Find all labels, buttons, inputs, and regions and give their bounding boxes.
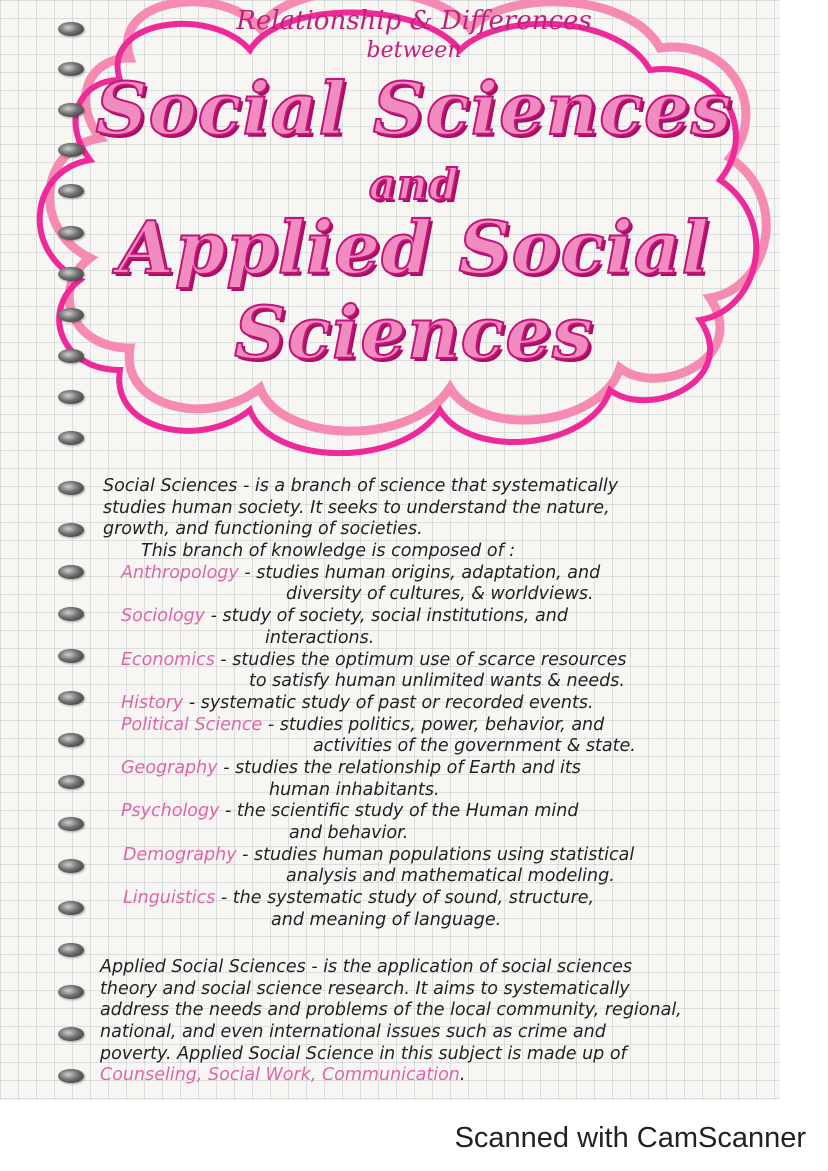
branch-sociology-cont: interactions. (265, 627, 375, 648)
term-desc: - studies the relationship of Earth and its (217, 757, 581, 778)
branch-geography-cont: human inhabitants. (269, 779, 440, 800)
term-label: Demography (123, 844, 237, 865)
text-line: growth, and functioning of societies. (103, 519, 423, 540)
title-applied-social: Applied Social (118, 205, 710, 290)
branch-geography (103, 758, 636, 780)
text-line: address the needs and problems of the local community, regional, (100, 1000, 682, 1021)
branch-sociology (103, 606, 636, 628)
branch-political-science (103, 715, 636, 737)
branch-demography (103, 845, 636, 867)
title-and: and (368, 160, 460, 209)
period: . (459, 1065, 466, 1086)
term-desc: - the scientific study of the Human mind (219, 801, 579, 822)
term-desc: - studies human origins, adaptation, and (238, 562, 601, 583)
branch-anthropology (103, 563, 636, 585)
branch-economics-cont: to satisfy human unlimited wants & needs. (249, 671, 625, 692)
term-desc: - study of society, social institutions, and (205, 606, 568, 627)
text-line: Applied Social Sciences - is the application of social sciences (100, 957, 632, 977)
header-between: between (366, 38, 462, 63)
camscanner-watermark: Scanned with CamScanner (454, 1122, 806, 1154)
term-desc: - systematic study of past or recorded events. (183, 692, 594, 713)
term-label: Linguistics (123, 888, 216, 909)
term-label: History (121, 692, 184, 713)
text-line: This branch of knowledge is composed of : (141, 541, 516, 562)
term-desc: - studies human populations using statistical (236, 844, 635, 865)
text-line: Social Sciences - is a branch of science that systematically (103, 476, 619, 496)
branch-linguistics-cont: and meaning of language. (271, 909, 502, 930)
branch-anthropology-cont: diversity of cultures, & worldviews. (286, 584, 594, 605)
branch-economics (103, 650, 636, 672)
branch-psychology (103, 801, 636, 823)
branch-psychology-cont: and behavior. (289, 823, 409, 843)
term-desc: - the systematic study of sound, structure, (215, 888, 595, 909)
term-label: Economics (121, 649, 215, 670)
social-sciences-section (103, 476, 636, 931)
text-line: national, and even international issues such as crime and (100, 1022, 606, 1043)
branch-political-science-cont: activities of the government & state. (313, 736, 636, 757)
branch-linguistics (103, 888, 636, 910)
applied-examples (100, 1065, 682, 1087)
term-label: Sociology (121, 606, 206, 627)
applied-social-sciences-section (100, 957, 682, 1087)
text-line: poverty. Applied Social Science in this subject is made up of (100, 1043, 627, 1064)
term-label: Anthropology (121, 562, 239, 583)
term-label: Political Science (121, 714, 263, 735)
term-label: Psychology (121, 801, 220, 822)
title-sciences: Sciences (234, 290, 594, 375)
branch-demography-cont: analysis and mathematical modeling. (286, 866, 615, 887)
header-subtitle: Relationship & Differences (236, 6, 592, 36)
term-label: Geography (121, 757, 218, 778)
applied-fields: Counseling, Social Work, Communication (100, 1065, 460, 1086)
term-desc: - studies the optimum use of scarce resources (214, 649, 627, 670)
text-line: studies human society. It seeks to understand the nature, (103, 497, 610, 518)
text-line: theory and social science research. It aims to systematically (100, 978, 630, 999)
branch-history (103, 693, 636, 715)
term-desc: - studies politics, power, behavior, and (262, 714, 605, 735)
title-social-sciences: Social Sciences (95, 66, 733, 151)
